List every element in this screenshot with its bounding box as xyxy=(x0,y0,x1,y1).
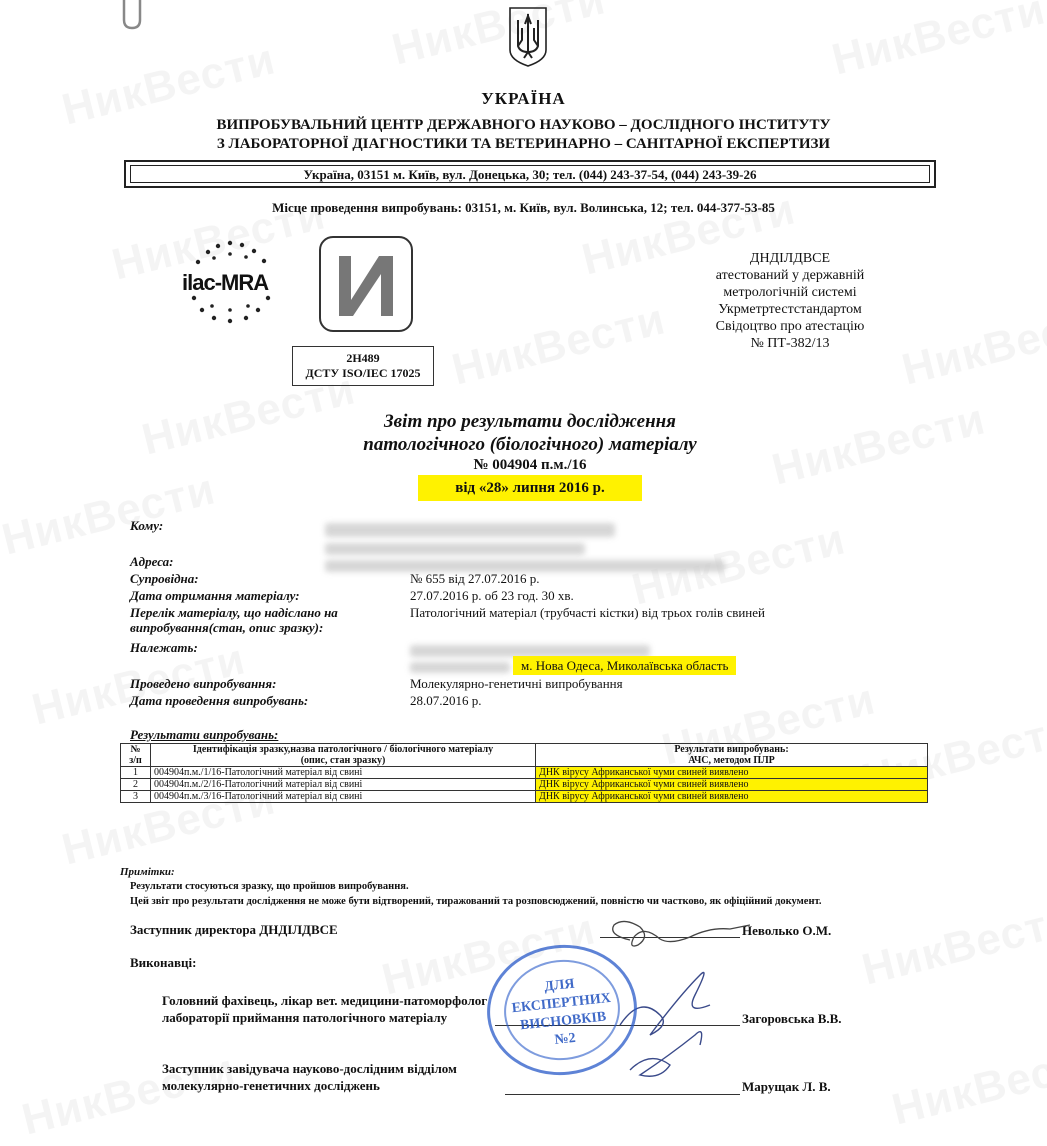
handwritten-signature-icon xyxy=(600,915,750,955)
report-title-line1: Звіт про результати дослідження xyxy=(384,411,676,432)
row-result: ДНК вірусу Африканської чуми свиней виявлено xyxy=(536,779,928,791)
material-list-label-line2: випробування(стан, опис зразку): xyxy=(130,620,324,635)
redacted-owner xyxy=(410,662,510,673)
performers-label: Виконавці: xyxy=(130,955,197,970)
notes-line1: Результати стосуються зразку, що пройшов випробування. xyxy=(130,881,409,892)
test-date-value: 28.07.2016 р. xyxy=(410,693,482,708)
owner-label: Належать: xyxy=(130,640,198,655)
results-title: Результати випробувань: xyxy=(130,727,279,742)
table-header-row xyxy=(121,744,928,767)
watermark xyxy=(0,464,220,565)
redacted-recipient xyxy=(325,523,615,537)
chief-specialist-name: Загоровська В.В. xyxy=(742,1011,842,1026)
report-date-prefix: від « xyxy=(455,480,487,496)
attestation-block xyxy=(690,250,890,352)
received-value: 27.07.2016 р. об 23 год. 30 хв. xyxy=(410,588,574,603)
notes-line2: Цей звіт про результати дослідження не може бути відтворений, тиражований та розповсюджений, повністю чи частково, як офіційний документ. xyxy=(130,896,822,907)
cover-value: № 655 від 27.07.2016 р. xyxy=(410,571,540,586)
stamp-text: ВИСНОВКІВ xyxy=(519,1009,607,1034)
org-address: Україна, 03151 м. Київ, вул. Донецька, 30; тел. (044) 243-37-54, (044) 243-39-26 xyxy=(130,165,930,183)
notes-title: Примітки: xyxy=(120,866,175,878)
address-label: Адреса: xyxy=(130,554,174,569)
org-name-line2: З ЛАБОРАТОРНОЇ ДІАГНОСТИКИ ТА ВЕТЕРИНАРНО – САНІТАРНОЇ ЕКСПЕРТИЗИ xyxy=(216,136,831,152)
org-name-line1: ВИПРОБУВАЛЬНИЙ ЦЕНТР ДЕРЖАВНОГО НАУКОВО – ДОСЛІДНОГО ІНСТИТУТУ xyxy=(216,117,831,133)
test-date-label: Дата проведення випробувань: xyxy=(130,693,309,708)
trident-coat-of-arms-icon xyxy=(508,6,548,68)
deputy-director-name: Неволько О.М. xyxy=(742,923,832,938)
signature-line xyxy=(505,1094,740,1095)
attestation-line: Укрметртестстандартом xyxy=(718,302,862,317)
stamp-text: ЕКСПЕРТНИХ xyxy=(511,990,612,1017)
chief-title-line2: лабораторії приймання патологічного матеріалу xyxy=(162,1010,448,1025)
row-number: 1 xyxy=(121,767,151,779)
watermark xyxy=(447,294,670,395)
watermark xyxy=(827,0,1047,86)
table-row xyxy=(121,791,928,803)
report-date-month: » липня xyxy=(501,480,559,496)
report-number: № 004904 п.м./16 xyxy=(473,457,587,473)
results-table xyxy=(120,743,928,803)
address-box xyxy=(124,160,936,188)
test-location: Місце проведення випробувань: 03151, м. Київ, вул. Волинська, 12; тел. 044-377-53-85 xyxy=(272,200,775,215)
table-row xyxy=(121,767,928,779)
redacted-recipient xyxy=(325,543,585,555)
row-number: 3 xyxy=(121,791,151,803)
attestation-line: атестований у державній xyxy=(715,268,865,283)
stamp-text: ДЛЯ xyxy=(543,976,576,995)
col-result-header: Результати випробувань: АЧС, методом ПЛР xyxy=(536,744,928,767)
attestation-line: Свідоцтво про атестацію xyxy=(715,319,865,334)
accreditation-box xyxy=(292,346,434,386)
deputy-director-title: Заступник директора ДНДІЛДВСЕ xyxy=(130,922,338,937)
stamp-text: №2 xyxy=(553,1030,577,1048)
deputy-head-title xyxy=(162,1060,457,1094)
material-list-label-line1: Перелік матеріалу, що надіслано на xyxy=(130,605,338,620)
col-number-header: № з/п xyxy=(121,744,151,767)
conducted-label: Проведено випробування: xyxy=(130,676,277,691)
report-title xyxy=(0,410,1047,456)
row-sample-id: 004904п.м./3/16-Патологічний матеріал від свині xyxy=(151,791,536,803)
to-label: Кому: xyxy=(130,518,164,533)
attestation-line: № ПТ-382/13 xyxy=(750,336,830,351)
report-date xyxy=(418,475,642,501)
conducted-value: Молекулярно-генетичні випробування xyxy=(410,676,623,691)
paper-clip-icon xyxy=(118,0,148,32)
watermark xyxy=(897,294,1047,395)
watermark xyxy=(387,0,610,76)
chief-title-line1: Головний фахівець, лікар вет. медицини-патоморфолог xyxy=(162,993,488,1008)
row-number: 2 xyxy=(121,779,151,791)
report-date-year: 2016 р. xyxy=(558,480,605,496)
country-title: УКРАЇНА xyxy=(481,89,566,108)
owner-location: м. Нова Одеса, Миколаївська область xyxy=(513,656,736,675)
accreditation-mark-icon xyxy=(321,238,411,330)
row-sample-id: 004904п.м./1/16-Патологічний матеріал від свині xyxy=(151,767,536,779)
attestation-line: ДНДІЛДВСЕ xyxy=(749,251,831,266)
report-title-line2: патологічного (біологічного) матеріалу xyxy=(363,434,697,455)
accreditation-standard: ДСТУ ISO/IEC 17025 xyxy=(305,366,421,380)
deputy-head-title-line2: молекулярно-генетичних досліджень xyxy=(162,1078,380,1093)
watermark xyxy=(887,1034,1047,1135)
ilac-mra-logo xyxy=(178,232,286,330)
cover-label: Супровідна: xyxy=(130,571,199,586)
row-result: ДНК вірусу Африканської чуми свиней виявлено xyxy=(536,767,928,779)
received-label: Дата отримання матеріалу: xyxy=(130,588,300,603)
chief-specialist-title xyxy=(162,992,487,1026)
col-id-header: Ідентифікація зразку,назва патологічного / біологічного матеріалу (опис, стан зразку) xyxy=(151,744,536,767)
table-row xyxy=(121,779,928,791)
ilac-mra-text: ilac-MRA xyxy=(182,270,269,295)
row-sample-id: 004904п.м./2/16-Патологічний матеріал від свині xyxy=(151,779,536,791)
watermark xyxy=(857,894,1047,995)
material-list-value: Патологічний матеріал (трубчасті кістки) від трьох голів свиней xyxy=(410,605,765,620)
accreditation-logo xyxy=(319,236,413,332)
material-list-label xyxy=(130,605,338,635)
report-date-day: 28 xyxy=(486,480,502,496)
attestation-line: метрологічній системі xyxy=(723,285,857,300)
row-result: ДНК вірусу Африканської чуми свиней виявлено xyxy=(536,791,928,803)
deputy-head-title-line1: Заступник завідувача науково-дослідним відділом xyxy=(162,1061,457,1076)
accreditation-code: 2Н489 xyxy=(346,351,380,365)
deputy-head-name: Марущак Л. В. xyxy=(742,1079,831,1094)
